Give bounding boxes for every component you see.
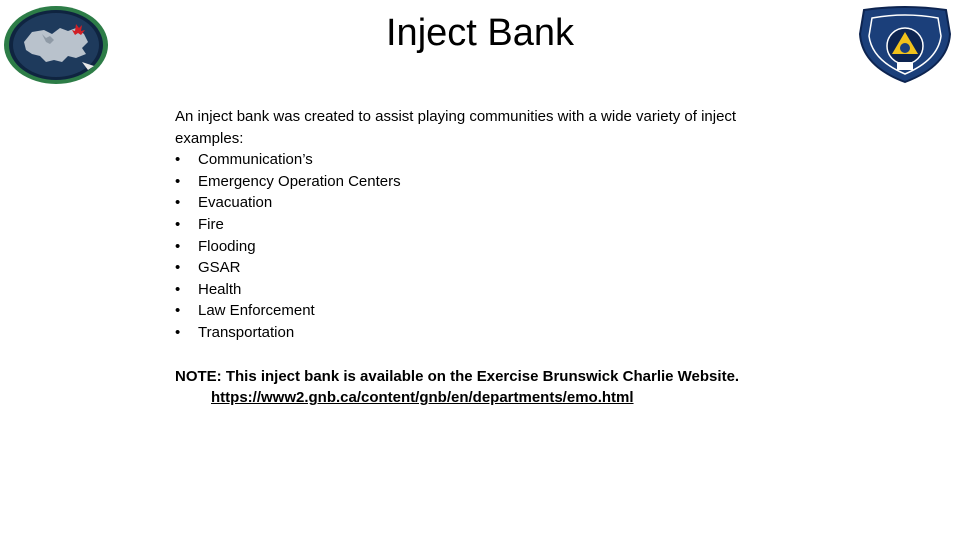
- list-item-label: Health: [198, 280, 242, 298]
- bullet-icon: •: [175, 237, 181, 255]
- list-item-label: Flooding: [198, 237, 256, 255]
- list-item-label: Fire: [198, 215, 224, 233]
- bullet-icon: •: [175, 194, 181, 212]
- list-item: [175, 236, 795, 258]
- slide-body: [175, 106, 795, 409]
- list-item-label: Communication’s: [198, 151, 313, 169]
- bullet-icon: •: [175, 172, 181, 190]
- list-item: [175, 192, 795, 214]
- list-item-label: Emergency Operation Centers: [198, 172, 401, 190]
- list-item: [175, 257, 795, 279]
- bullet-icon: •: [175, 302, 181, 320]
- topic-list: [175, 149, 795, 343]
- list-item: [175, 300, 795, 322]
- bullet-icon: •: [175, 151, 181, 169]
- bullet-icon: •: [175, 323, 181, 341]
- list-item-label: Law Enforcement: [198, 302, 315, 320]
- list-item: [175, 171, 795, 193]
- website-link[interactable]: https://www2.gnb.ca/content/gnb/en/departments/emo.html: [211, 389, 634, 407]
- list-item: [175, 322, 795, 344]
- list-item: [175, 279, 795, 301]
- bullet-icon: •: [175, 259, 181, 277]
- note-text: NOTE: This inject bank is available on the Exercise Brunswick Charlie Website.: [175, 367, 740, 385]
- list-item-label: Transportation: [198, 323, 295, 341]
- list-item: [175, 214, 795, 236]
- bullet-icon: •: [175, 280, 181, 298]
- slide-title: Inject Bank: [386, 12, 574, 54]
- list-item-label: GSAR: [198, 259, 241, 277]
- list-item: [175, 149, 795, 171]
- list-item-label: Evacuation: [198, 194, 273, 212]
- emergency-management-badge-icon: [856, 4, 954, 84]
- bullet-icon: •: [175, 215, 181, 233]
- intro-text: An inject bank was created to assist playing communities with a wide variety of inject examples:: [175, 108, 737, 147]
